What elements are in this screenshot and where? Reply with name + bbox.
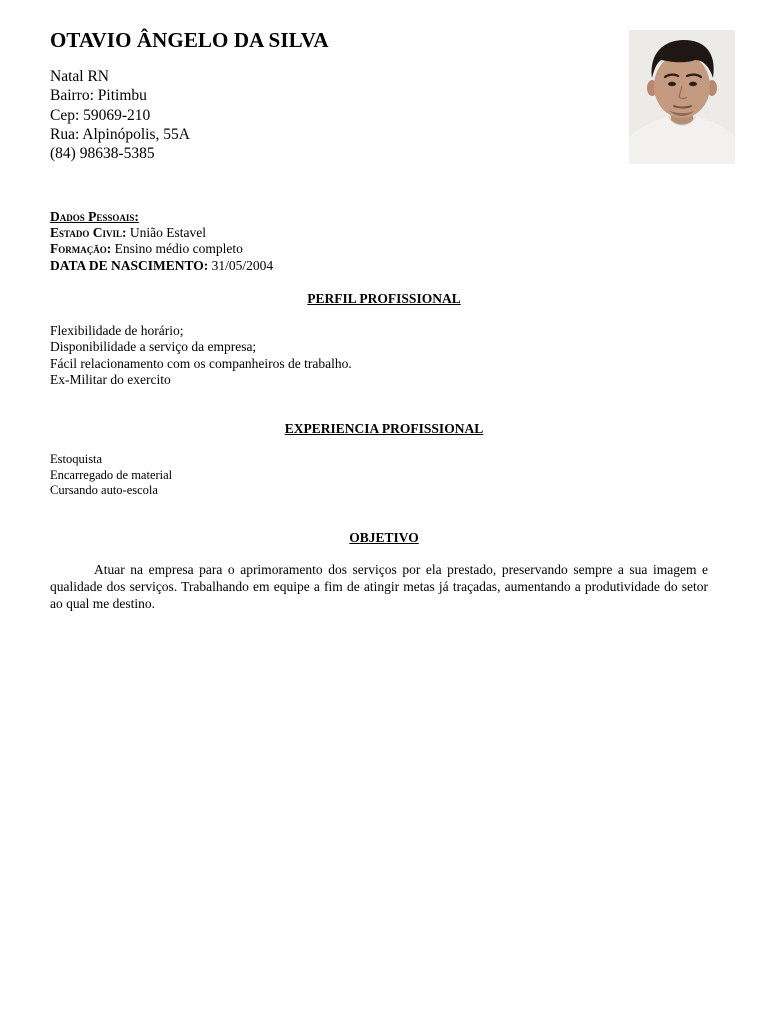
list-item: Flexibilidade de horário; <box>50 323 184 338</box>
contact-phone: (84) 98638-5385 <box>50 145 155 163</box>
list-item: Fácil relacionamento com os companheiros de trabalho. <box>50 355 352 371</box>
contact-street: Rua: Alpinópolis, 55A <box>50 125 190 143</box>
profile-photo <box>629 30 735 164</box>
civil-status-label: Estado Civil: <box>50 225 127 241</box>
birth-date-row <box>50 258 273 274</box>
contact-neighborhood: Bairro: Pitimbu <box>50 87 147 105</box>
personal-data-section <box>50 209 273 274</box>
contact-city: Natal RN <box>50 68 109 85</box>
list-item: Disponibilidade a serviço da empresa; <box>50 339 257 355</box>
birth-date-value: 31/05/2004 <box>211 257 274 273</box>
personal-data-title: Dados Pessoais: <box>50 209 139 224</box>
objective-heading: OBJETIVO <box>349 530 419 545</box>
education-row <box>50 241 273 257</box>
profile-heading: PERFIL PROFISSIONAL <box>307 291 461 306</box>
list-item: Cursando auto-escola <box>50 483 158 497</box>
experience-heading: EXPERIENCIA PROFISSIONAL <box>284 421 484 436</box>
candidate-name: OTAVIO ÂNGELO DA SILVA <box>50 28 329 52</box>
education-label: Formação: <box>50 241 112 257</box>
contact-block <box>50 67 190 163</box>
list-item: Encarregado de material <box>50 467 173 482</box>
education-value: Ensino médio completo <box>114 241 243 257</box>
objective-paragraph: Atuar na empresa para o aprimoramento dos serviços por ela prestado, preservando sempre a sua imagem e qualidade dos serviços. Trabalhando em equipe a fim de atingir metas já traçadas, aumentando a produtividade do setor ao qual me destino. <box>50 562 708 611</box>
experience-list <box>50 452 172 499</box>
profile-list <box>50 323 352 389</box>
contact-zipcode: Cep: 59069-210 <box>50 106 151 124</box>
list-item: Ex-Militar do exercito <box>50 372 171 388</box>
civil-status-value: União Estavel <box>129 225 206 241</box>
list-item: Estoquista <box>50 452 103 466</box>
civil-status-row <box>50 225 273 241</box>
birth-date-label: DATA DE NASCIMENTO: <box>50 257 209 273</box>
